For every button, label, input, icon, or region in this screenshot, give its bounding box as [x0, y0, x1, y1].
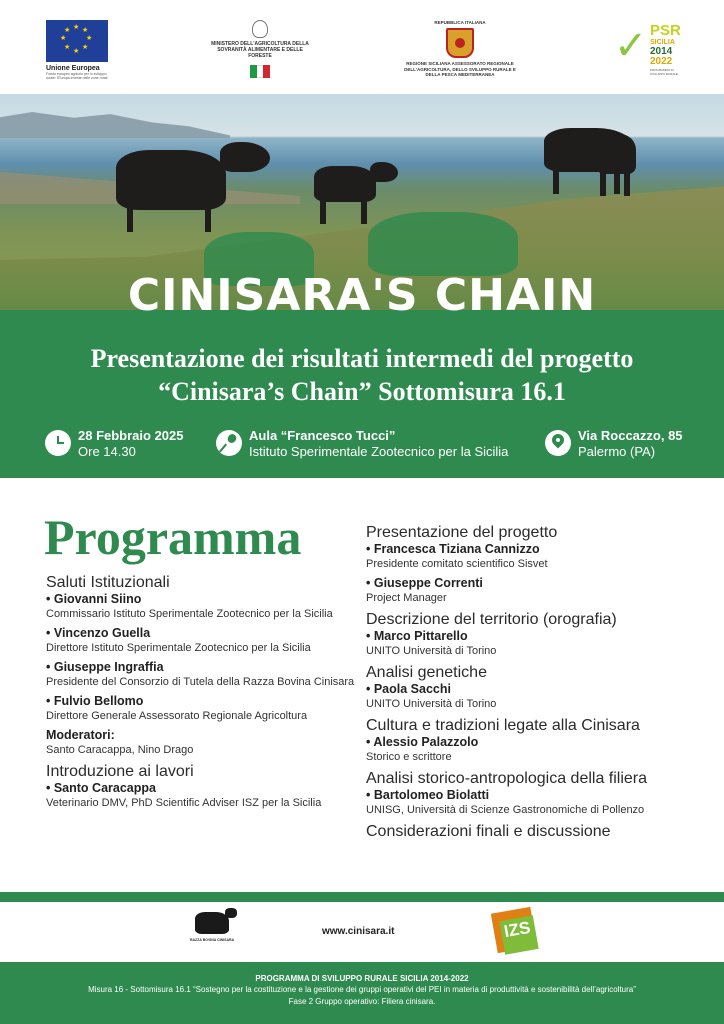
program-role: UNITO Università di Torino	[366, 698, 497, 710]
cow-image	[314, 166, 376, 202]
program-role: Santo Caracappa, Nino Drago	[46, 744, 194, 756]
program-role: Direttore Generale Assessorato Regionale Agricoltura	[46, 710, 308, 722]
program-role: UNITO Università di Torino	[366, 645, 497, 657]
date-info	[78, 428, 184, 460]
program-section: Analisi genetiche	[366, 664, 487, 681]
cow-image	[116, 150, 226, 210]
program-name: • Giuseppe Ingraffia	[46, 660, 164, 674]
program-heading: Programma	[44, 509, 302, 565]
psr-caption: PROGRAMMA DI SVILUPPO RURALE	[650, 68, 679, 76]
program-role: Veterinario DMV, PhD Scientific Adviser ISZ per la Sicilia	[46, 797, 322, 809]
program-section: Analisi storico-antropologica della filiera	[366, 770, 648, 787]
footer-line-2: Fase 2 Gruppo operativo: Filiera cinisara.	[288, 997, 436, 1006]
program-section: Saluti Istituzionali	[46, 574, 170, 591]
program-name: • Vincenzo Guella	[46, 626, 151, 640]
psr-check-icon: ✓	[614, 24, 648, 68]
eu-subtext: Fondo europeo agricolo per lo sviluppo rurale: l'Europa investe nelle zone rurali	[46, 72, 108, 80]
program-name: • Marco Pittarello	[366, 629, 468, 643]
italian-flag-icon	[250, 65, 270, 78]
ministry-logo	[210, 20, 310, 78]
psr-region: SICILIA	[650, 39, 675, 46]
cow-silhouette	[368, 212, 518, 276]
psr-label: PSR	[650, 22, 681, 39]
eu-flag-icon: ★ ★ ★ ★ ★ ★ ★ ★	[46, 20, 108, 62]
event-address: Via Roccazzo, 85	[578, 428, 683, 443]
website-link[interactable]: www.cinisara.it	[322, 926, 395, 937]
event-venue: Aula “Francesco Tucci”	[249, 428, 396, 443]
footer-program-title: PROGRAMMA DI SVILUPPO RURALE SICILIA 2014-2022	[255, 974, 469, 983]
cow-image	[596, 134, 636, 174]
microphone-icon	[216, 430, 242, 456]
event-time: Ore 14.30	[78, 444, 136, 459]
program-section: Introduzione ai lavori	[46, 763, 194, 780]
venue-info	[249, 428, 508, 460]
program-name: • Fulvio Bellomo	[46, 694, 144, 708]
program-left-column	[46, 574, 366, 810]
event-city: Palermo (PA)	[578, 444, 656, 459]
izs-logo-text: IZS	[502, 917, 532, 942]
region-logo	[404, 20, 516, 78]
republic-emblem-icon	[252, 20, 268, 38]
program-name: • Santo Caracappa	[46, 781, 156, 795]
program-name: • Giuseppe Correnti	[366, 576, 483, 590]
izs-logo	[494, 910, 540, 956]
footer-line-1: Misura 16 - Sottomisura 16.1 “Sostegno per la costituzione e la gestione dei gruppi operativi del PEI in materia di produttività e sostenibilità dell’agricoltura”	[88, 985, 636, 994]
event-date: 28 Febbraio 2025	[78, 428, 184, 443]
program-section: Descrizione del territorio (orografia)	[366, 611, 617, 628]
program-name: • Bartolomeo Biolatti	[366, 788, 490, 802]
program-name: • Paola Sacchi	[366, 682, 451, 696]
program-role: Presidente del Consorzio di Tutela della Razza Bovina Cinisara	[46, 676, 355, 688]
program-section: Considerazioni finali e discussione	[366, 823, 611, 840]
event-title: CINISARA'S CHAIN	[127, 270, 597, 321]
eu-logo	[46, 20, 110, 80]
region-name: REGIONE SICILIANA ASSESSORATO REGIONALE DELL'AGRICOLTURA, DELLO SVILUPPO RURALE E DELLA PESCA MEDITERRANEA	[404, 61, 516, 77]
partner-logos	[0, 0, 724, 94]
program-role: UNISG, Università di Scienze Gastronomiche di Pollenzo	[366, 804, 645, 816]
footer-divider	[0, 892, 724, 902]
ministry-name: MINISTERO DELL'AGRICOLTURA DELLA SOVRANITÀ ALIMENTARE E DELLE FORESTE	[211, 41, 309, 59]
program-role: Storico e scrittore	[366, 751, 452, 763]
program-section: Presentazione del progetto	[366, 524, 558, 541]
footer-band	[0, 962, 724, 1024]
region-top-text: REPUBBLICA ITALIANA	[434, 20, 486, 25]
program-role: Direttore Istituto Sperimentale Zootecnico per la Sicilia	[46, 642, 311, 654]
program-name: • Giovanni Siino	[46, 592, 142, 606]
program-role: Presidente comitato scientifico Sisvet	[366, 558, 548, 570]
address-info	[578, 428, 683, 460]
psr-year-start: 2014	[650, 46, 673, 57]
psr-logo	[614, 20, 684, 80]
program-role: Commissario Istituto Sperimentale Zootecnico per la Sicilia	[46, 608, 333, 620]
psr-year-end: 2022	[650, 56, 673, 67]
sicily-shield-icon	[446, 28, 474, 58]
program-section: Cultura e tradizioni legate alla Cinisara	[366, 717, 640, 734]
event-venue-sub: Istituto Sperimentale Zootecnico per la Sicilia	[249, 444, 509, 459]
program-name: Moderatori:	[46, 728, 115, 742]
program-name: • Alessio Palazzolo	[366, 735, 479, 749]
location-pin-icon	[545, 430, 571, 456]
clock-icon	[45, 430, 71, 456]
program-right-column	[366, 524, 696, 841]
bull-icon	[195, 912, 229, 934]
program-role: Project Manager	[366, 592, 447, 604]
eu-name: Unione Europea	[46, 65, 100, 72]
cinisara-breed-logo	[190, 912, 234, 942]
program-name: • Francesca Tiziana Cannizzo	[366, 542, 540, 556]
breed-caption: RAZZA BOVINA CINISARA	[190, 938, 235, 942]
subtitle-line-2: “Cinisara’s Chain” Sottomisura 16.1	[158, 377, 566, 406]
subtitle-line-1: Presentazione dei risultati intermedi del progetto	[90, 344, 634, 373]
event-subtitle	[0, 342, 724, 408]
